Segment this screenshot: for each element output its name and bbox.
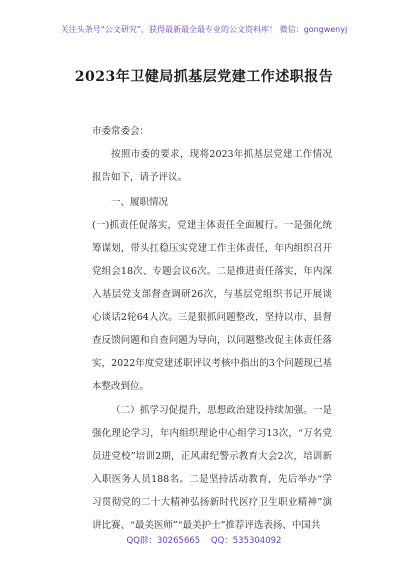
footer-contact	[0, 534, 408, 546]
document-title: 2023年卫健局抓基层党建工作述职报告	[74, 69, 334, 85]
footer-qq-group: QQ群：30265665	[126, 536, 201, 546]
paragraph-study: （二）抓学习促提升，思想政治建设持续加强。一是强化理论学习，年内组织理论中心组学习13次，“万名党员进党校”培训2期，正风肃纪警示教育大会2次，培训新入职医务人员188名。二是坚持活动教育，先后举办“学习贯彻党的二十大精神弘扬新时代医疗卫生职业精神”演讲比赛、“最美医师”“最美护士”推荐评选表扬、中国共	[92, 405, 332, 531]
header-promo-note: 关注头条号“公文研究”，获得最新最全最专业的公文资料库！ 微信：gongwenyj	[60, 25, 348, 34]
paragraph-responsibility: (一)抓责任促落实，党建主体责任全面履行。一是强化统筹谋划，带头扛稳压实党建工作主体责任，年内组织召开党组会18次、专题会议6次。二是推进责任落实，年内深入基层党支部督查调研26次，与基层党组织书记开展谈心谈话2轮64人次。三是狠抓问题整改，坚持以市、县督查反馈问题和自查问题为导向，以问题整改促主体责任落实，2022年度党建述职评议考核中指出的3个问题现已基本整改到位。	[92, 220, 332, 392]
salutation: 市委常委会：	[92, 126, 150, 137]
footer-qq: QQ：535304092	[210, 536, 282, 546]
paragraph-intro: 按照市委的要求，现将2023年抓基层党建工作情况报告如下，请予评议。	[92, 149, 332, 183]
section-heading: 一、履职情况	[111, 197, 169, 208]
